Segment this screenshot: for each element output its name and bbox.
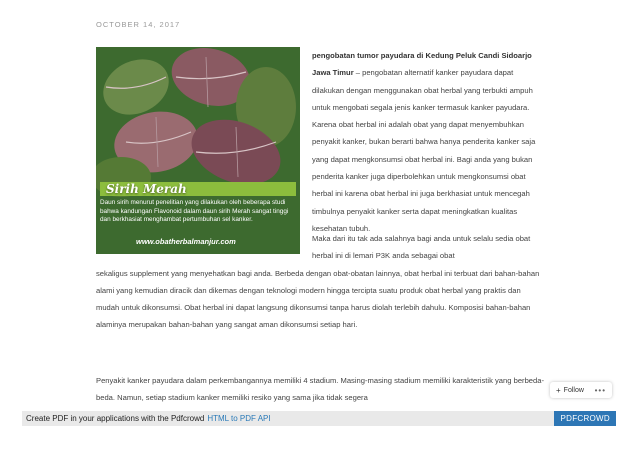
second-paragraph-rest: sekaligus supplement yang menyehatkan bagi anda. Berbeda dengan obat-obatan lainnya, obat herbal ini terbuat dari bahan-bahan alami yang kemudian diracik dan dikemas dengan teknologi modern hingga tercipta suatu produk obat herbal yang praktis dan mudah untuk dikonsumsi. Obat herbal ini dapat langsung dikonsumsi tanpa harus diolah terlebih dahulu. Komposisi bahan-bahan alaminya merupakan bahan-bahan yang sangat aman dikonsumsi setiap hari. [96,268,540,330]
figure-caption: Daun sirih menurut penelitian yang dilakukan oleh beberapa studi bahwa kandungan Flavonoid dalam daun sirih Merah sangat tinggi dan berkhasiat menghambat pertumbuhan sel kanker. [100,199,289,223]
footer-text: Create PDF in your applications with the Pdfcrowd [26,414,205,423]
intro-text: – pengobatan alternatif kanker payudara dapat dilakukan dengan menggunakan obat herbal yang terbukti ampuh untuk mengobati segala jenis kanker termasuk kanker payudara. Karena obat herbal ini adalah obat yang dapat menyembuhkan penyakit kanker, bukan berarti bahwa hanya penderita kanker saja yang dapat mengkonsumsi obat herbal ini. Bagi anda yang bukan penderita kanker juga diperbolehkan untuk mengkonsumsi obat herbal ini karena obat herbal ini juga berkhasiat untuk mencegah timbulnya penyakit kanker serta dapat meningkatkan kualitas kesehatan tubuh. [312,68,536,233]
follow-button[interactable] [550,382,612,398]
follow-label: Follow [563,386,584,394]
plus-icon: + [556,385,561,395]
footer-link[interactable]: HTML to PDF API [207,414,271,423]
figure-url: www.obatherbalmanjur.com [136,237,236,246]
more-icon[interactable]: ••• [594,385,606,395]
intro-paragraph [312,47,544,237]
pdfcrowd-brand[interactable]: PDFCROWD [554,411,616,426]
second-paragraph [96,230,544,334]
pdfcrowd-footer [22,411,616,426]
post-date: OCTOBER 14, 2017 [96,20,181,29]
sirih-merah-image [96,47,300,254]
intro-keyword: pengobatan tumor payudara di Kedung Peluk Candi Sidoarjo Jawa Timur [312,51,532,78]
third-paragraph: Penyakit kanker payudara dalam perkembangannya memiliki 4 stadium. Masing-masing stadium memiliki karakteristik yang berbeda-beda. Namun, setiap stadium kanker memiliki resiko yang sama jika tidak segera [96,376,544,403]
figure-title: Sirih Merah [100,182,296,196]
second-paragraph-first: Maka dari itu tak ada salahnya bagi anda untuk selalu sedia obat herbal ini di lemari P3K anda sebagai obat [312,234,531,261]
